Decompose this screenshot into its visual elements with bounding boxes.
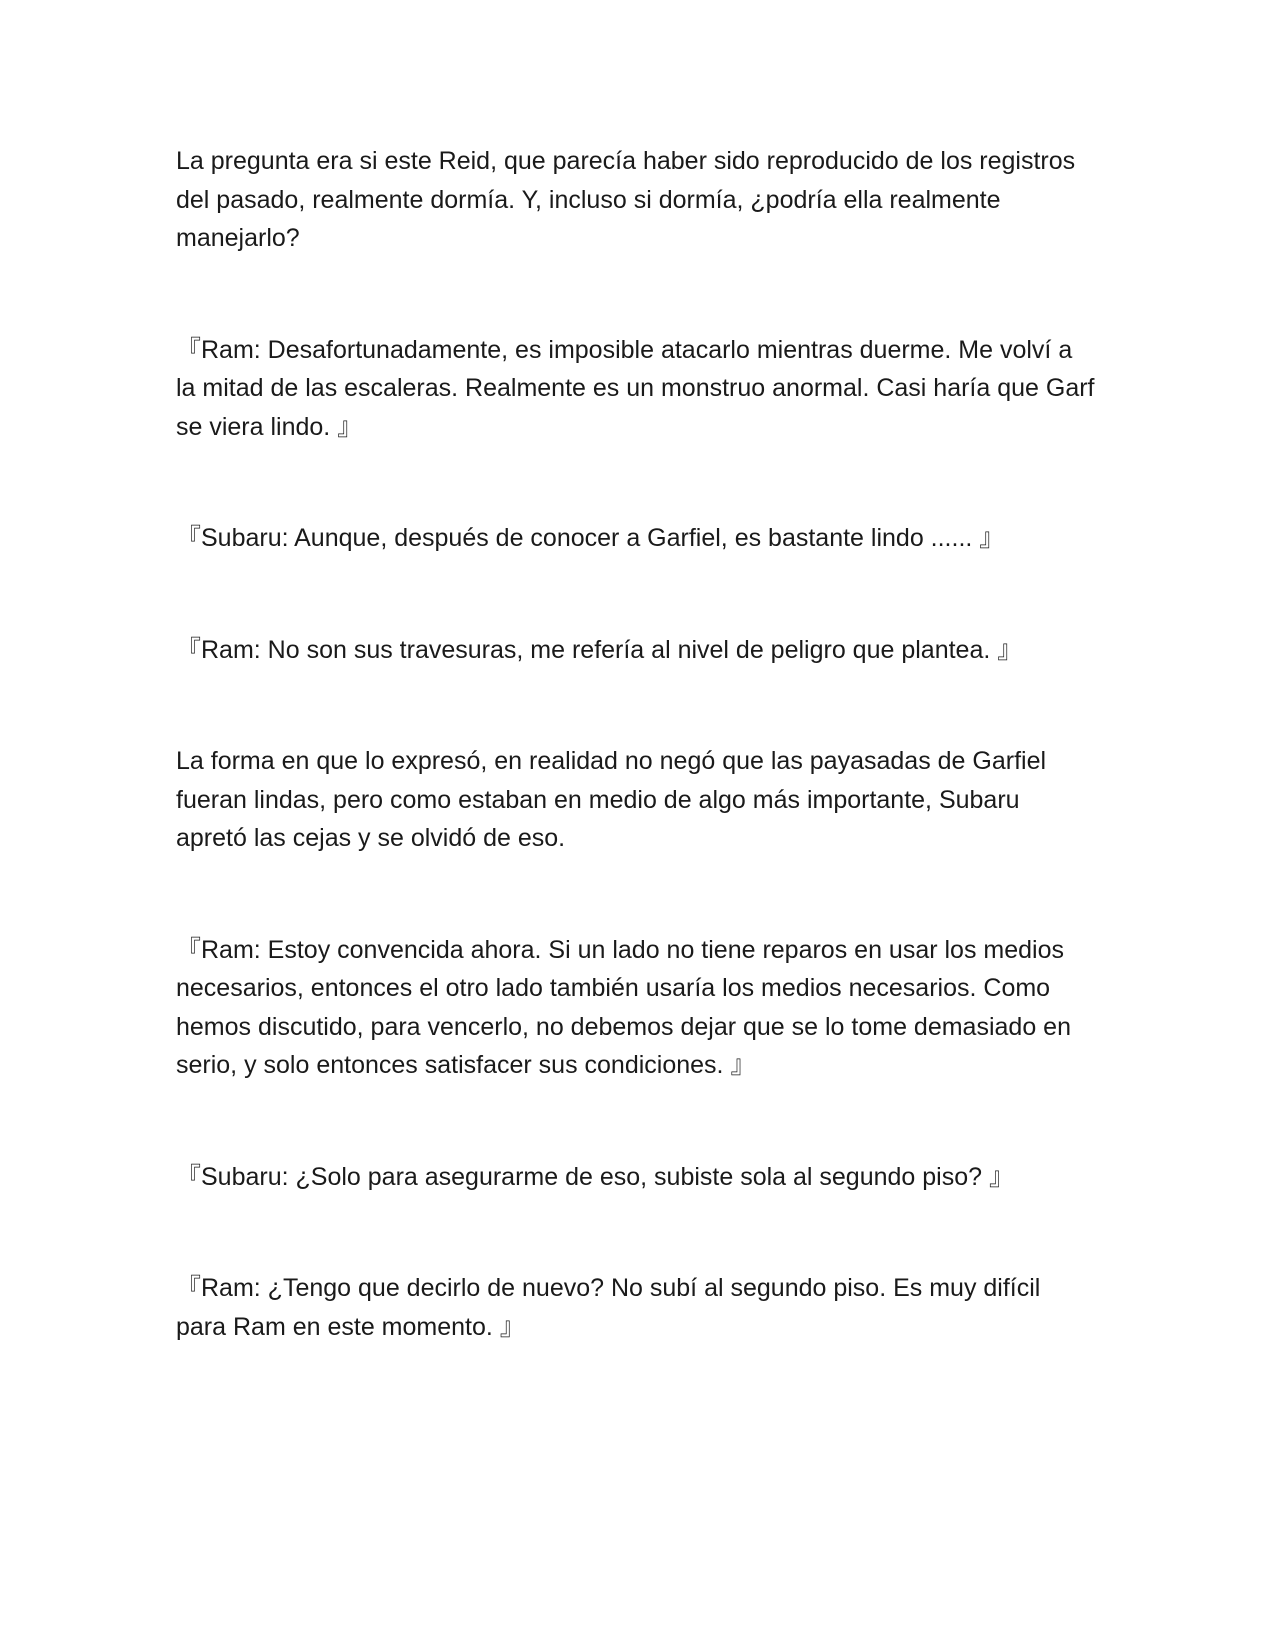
dialogue-ram: 『Ram: ¿Tengo que decirlo de nuevo? No subí al segundo piso. Es muy difícil para Ram en este momento. 』 — [176, 1274, 1041, 1341]
dialogue-ram: 『Ram: Estoy convencida ahora. Si un lado no tiene reparos en usar los medios necesarios, entonces el otro lado también usaría los medios necesarios. Como hemos discutido, para vencerlo, no debemos dejar que se lo tome demasiado en serio, y solo entonces satisfacer sus condiciones. 』 — [176, 935, 1071, 1079]
narration-paragraph: La forma en que lo expresó, en realidad no negó que las payasadas de Garfiel fueran lindas, pero como estaban en medio de algo más importante, Subaru apretó las cejas y se olvidó de eso. — [176, 747, 1047, 852]
dialogue-ram: 『Ram: Desafortunadamente, es imposible atacarlo mientras duerme. Me volví a la mitad de las escaleras. Realmente es un monstruo anormal. Casi haría que Garf se viera lindo. 』 — [176, 335, 1095, 441]
narration-paragraph: La pregunta era si este Reid, que parecía haber sido reproducido de los registros del pasado, realmente dormía. Y, incluso si dormía, ¿podría ella realmente manejarlo? — [176, 147, 1076, 252]
dialogue-subaru: 『Subaru: Aunque, después de conocer a Garfiel, es bastante lindo ...... 』 — [176, 524, 1005, 552]
dialogue-ram: 『Ram: No son sus travesuras, me refería al nivel de peligro que plantea. 』 — [176, 635, 1023, 664]
document-page — [176, 142, 1096, 1346]
dialogue-subaru: 『Subaru: ¿Solo para asegurarme de eso, subiste sola al segundo piso? 』 — [176, 1162, 1014, 1191]
